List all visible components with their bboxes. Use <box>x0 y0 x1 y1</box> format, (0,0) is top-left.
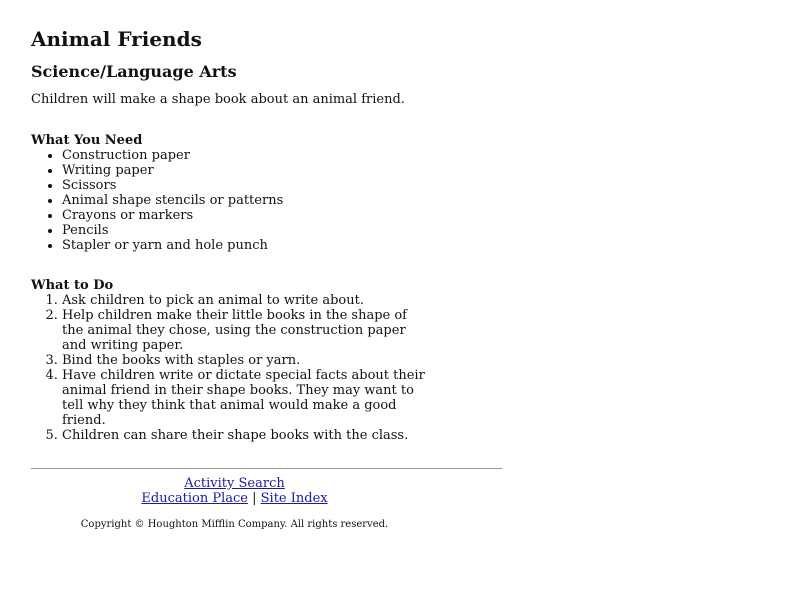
what-you-need-section <box>31 133 511 253</box>
materials-list <box>31 148 511 253</box>
page-subtitle: Science/Language Arts <box>31 62 237 81</box>
list-item: • Crayons or markers <box>62 208 511 223</box>
list-item: • Writing paper <box>62 163 511 178</box>
step-item: 2. Help children make their little books in the shape of the animal they chose, using the construction paper and writing paper. <box>62 308 432 353</box>
what-to-do-heading: What to Do <box>31 278 114 293</box>
step-item: 4. Have children write or dictate special facts about their animal friend in their shape books. They may want to tell why they think that animal would make a good friend. <box>62 368 432 428</box>
page-title: Animal Friends <box>31 27 202 51</box>
step-item: 1. Ask children to pick an animal to write about. <box>62 293 432 308</box>
intro-text: Children will make a shape book about an animal friend. <box>31 92 405 107</box>
list-item: • Animal shape stencils or patterns <box>62 193 511 208</box>
link-separator: | <box>252 491 257 506</box>
footer-links <box>31 476 438 506</box>
list-item: • Scissors <box>62 178 511 193</box>
list-item: • Pencils <box>62 223 511 238</box>
step-item: 5. Children can share their shape books with the class. <box>62 428 432 443</box>
education-place-link[interactable]: Education Place <box>141 491 248 506</box>
activity-search-link[interactable]: Activity Search <box>184 476 285 491</box>
step-item: 3. Bind the books with staples or yarn. <box>62 353 432 368</box>
copyright-notice: Copyright © Houghton Mifflin Company. All rights reserved. <box>80 519 389 530</box>
list-item: • Construction paper <box>62 148 511 163</box>
list-item: • Stapler or yarn and hole punch <box>62 238 511 253</box>
site-index-link[interactable]: Site Index <box>260 491 328 506</box>
page-content <box>31 24 511 532</box>
footer-divider <box>31 468 502 469</box>
steps-list <box>31 293 511 443</box>
what-you-need-heading: What You Need <box>31 133 143 148</box>
what-to-do-section <box>31 278 511 443</box>
